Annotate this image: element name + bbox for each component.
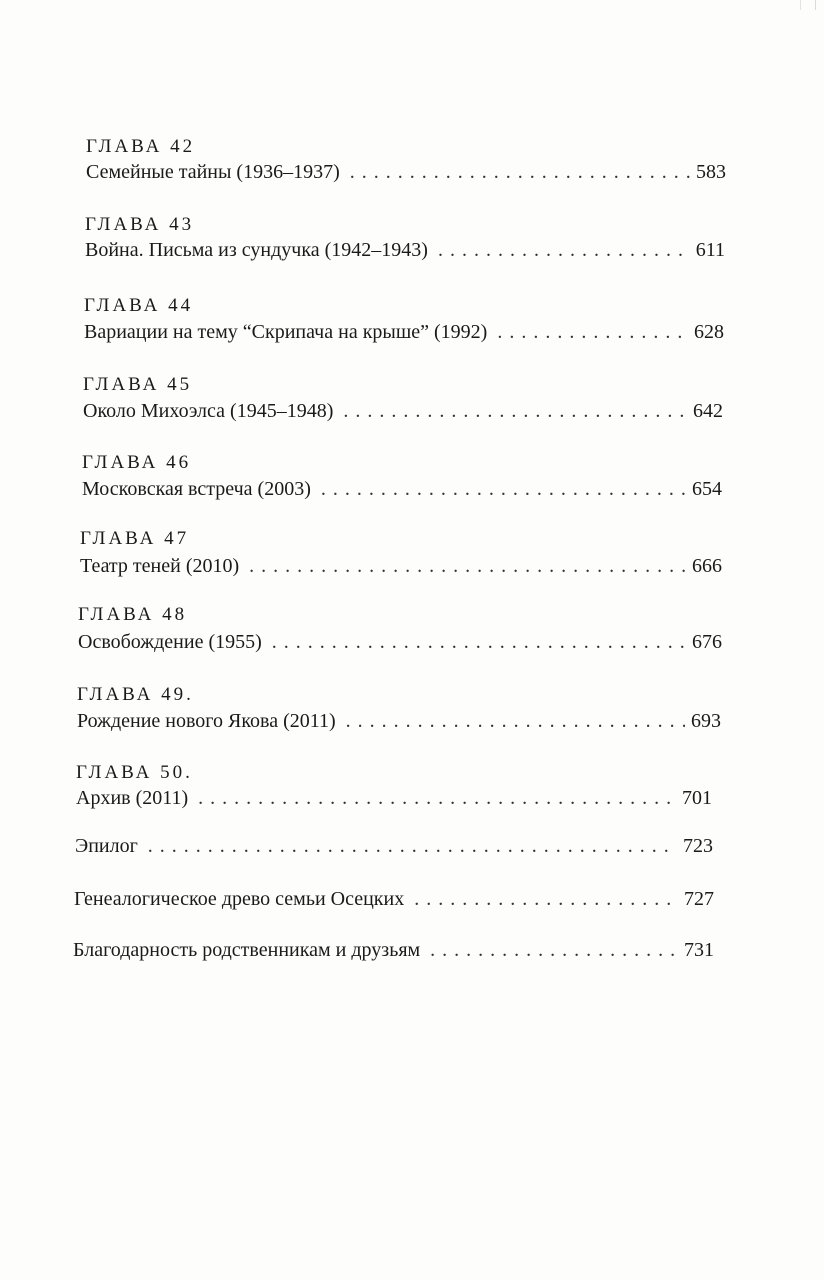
toc-line[interactable] — [85, 238, 725, 262]
toc-line[interactable] — [84, 320, 724, 344]
toc-line[interactable] — [76, 786, 712, 810]
page-number: 727 — [684, 888, 714, 910]
toc-line[interactable] — [80, 554, 722, 578]
dot-leader — [438, 238, 689, 262]
dot-leader — [198, 786, 676, 810]
toc-line[interactable] — [78, 630, 722, 654]
chapter-label: ГЛАВА 46 — [82, 452, 192, 473]
chapter-label: ГЛАВА 43 — [85, 214, 195, 235]
toc-line[interactable] — [73, 938, 714, 962]
page-number: 583 — [696, 161, 726, 183]
chapter-title: Война. Письма из сундучка (1942–1943) — [85, 239, 428, 261]
dot-leader — [272, 630, 686, 654]
page-number: 666 — [692, 555, 722, 577]
dot-leader — [343, 399, 687, 423]
toc-line[interactable] — [77, 709, 721, 733]
page-number: 693 — [691, 710, 721, 732]
chapter-label: ГЛАВА 47 — [80, 528, 190, 549]
page-number: 731 — [684, 939, 714, 961]
chapter-label: ГЛАВА 45 — [83, 374, 193, 395]
chapter-title: Архив (2011) — [76, 787, 189, 809]
dot-leader — [321, 477, 686, 501]
page-number: 723 — [683, 835, 713, 857]
section-title: Эпилог — [75, 835, 138, 857]
chapter-title: Около Михоэлса (1945–1948) — [83, 400, 334, 422]
toc-line[interactable] — [86, 160, 726, 184]
toc-line[interactable] — [82, 477, 722, 501]
toc-line[interactable] — [74, 887, 714, 911]
page-number: 654 — [692, 478, 722, 500]
chapter-title: Рождение нового Якова (2011) — [77, 710, 336, 732]
page-number: 676 — [692, 631, 722, 653]
chapter-label: ГЛАВА 48 — [78, 604, 188, 625]
dot-leader — [414, 887, 678, 911]
chapter-title: Театр теней (2010) — [80, 555, 240, 577]
page-number: 611 — [695, 239, 725, 261]
dot-leader — [346, 709, 685, 733]
dot-leader — [148, 834, 677, 858]
dot-leader — [249, 554, 686, 578]
chapter-title: Семейные тайны (1936–1937) — [86, 161, 340, 183]
toc-line[interactable] — [83, 399, 723, 423]
page-number: 701 — [682, 787, 712, 809]
chapter-label: ГЛАВА 44 — [84, 295, 194, 316]
section-title: Генеалогическое древо семьи Осецких — [74, 888, 405, 910]
chapter-label: ГЛАВА 42 — [86, 136, 196, 157]
page-number: 642 — [693, 400, 723, 422]
chapter-title: Вариации на тему “Скрипача на крыше” (1992) — [84, 321, 488, 343]
chapter-label: ГЛАВА 50. — [76, 762, 193, 783]
chapter-label: ГЛАВА 49. — [77, 684, 194, 705]
dot-leader — [430, 938, 678, 962]
dot-leader — [497, 320, 688, 344]
dot-leader — [350, 160, 690, 184]
chapter-title: Освобождение (1955) — [78, 631, 262, 653]
section-title: Благодарность родственникам и друзьям — [73, 939, 421, 961]
chapter-title: Московская встреча (2003) — [82, 478, 311, 500]
toc-line[interactable] — [75, 834, 713, 858]
page-number: 628 — [694, 321, 724, 343]
